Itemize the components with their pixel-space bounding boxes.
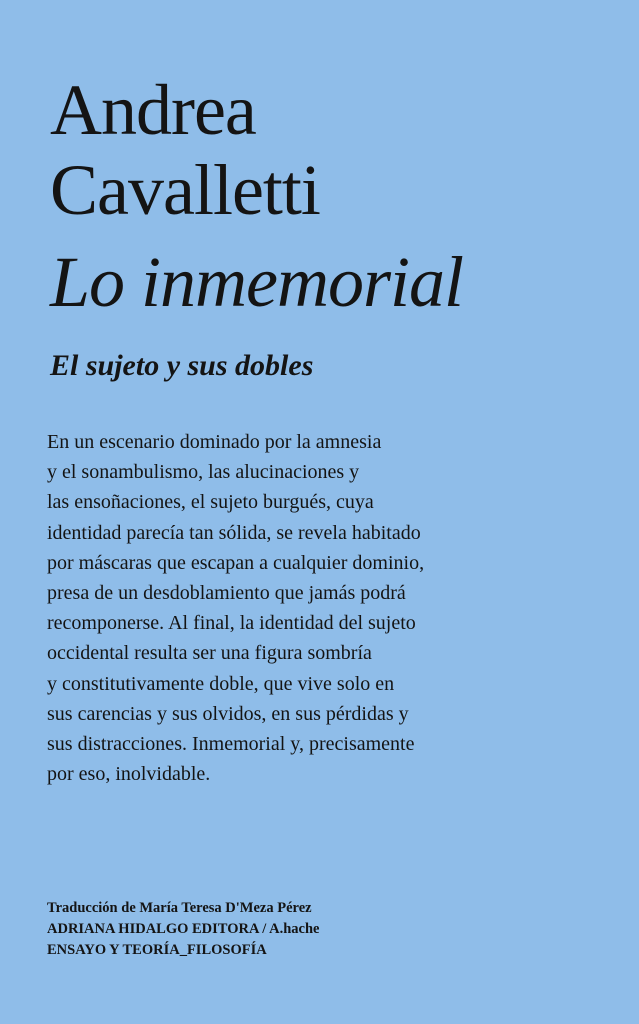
author-last-name: Cavalletti	[50, 150, 320, 230]
blurb-line: presa de un desdoblamiento que jamás podrá	[47, 582, 406, 605]
blurb-line: occidental resulta ser una figura sombría	[47, 642, 372, 665]
credits-block	[47, 898, 319, 961]
book-blurb	[47, 427, 607, 789]
blurb-line: sus distracciones. Inmemorial y, precisamente	[47, 733, 415, 756]
book-title: Lo inmemorial	[50, 242, 464, 322]
blurb-line: identidad parecía tan sólida, se revela habitado	[47, 521, 421, 544]
author-name	[50, 70, 320, 230]
blurb-line: y constitutivamente doble, que vive solo en	[47, 672, 395, 695]
collection-credit: ENSAYO Y TEORÍA_FILOSOFÍA	[47, 942, 267, 958]
blurb-line: sus carencias y sus olvidos, en sus pérdidas y	[47, 702, 409, 725]
publisher-credit: ADRIANA HIDALGO EDITORA / A.hache	[47, 921, 320, 937]
blurb-line: las ensoñaciones, el sujeto burgués, cuya	[47, 491, 374, 514]
blurb-line: y el sonambulismo, las alucinaciones y	[47, 461, 360, 484]
blurb-line: por eso, inolvidable.	[47, 763, 211, 786]
book-subtitle: El sujeto y sus dobles	[50, 349, 314, 382]
blurb-line: recomponerse. Al final, la identidad del sujeto	[47, 612, 416, 635]
author-first-name: Andrea	[50, 70, 256, 150]
blurb-line: por máscaras que escapan a cualquier dominio,	[47, 551, 425, 574]
translator-credit: Traducción de María Teresa D'Meza Pérez	[47, 900, 312, 916]
blurb-line: En un escenario dominado por la amnesia	[47, 431, 382, 453]
